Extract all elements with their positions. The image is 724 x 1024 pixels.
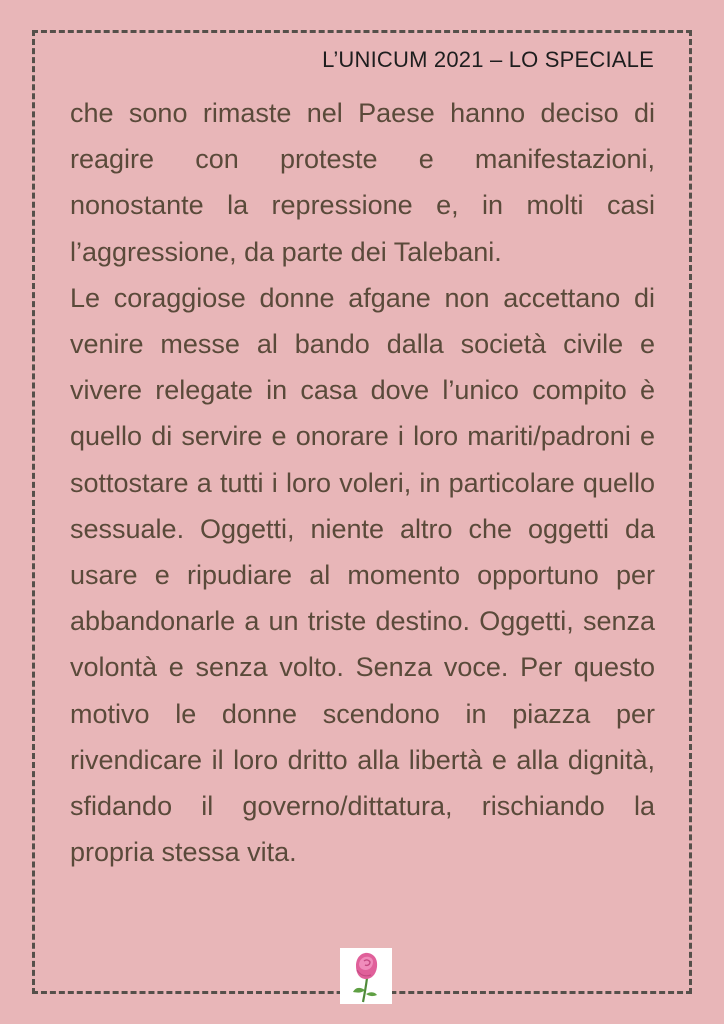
pink-rose-icon bbox=[340, 948, 392, 1004]
article-paragraph-2: Le coraggiose donne afgane non accettano di venire messe al bando dalla società civile e vivere relegate in casa dove l’unico compito è quello di servire e onorare i loro mariti/padroni e sottostare a tutti i loro voleri, in particolare quello sessuale. Oggetti, niente altro che oggetti da usare e ripudiare al momento opportuno per abbandonarle a un triste destino. Oggetti, senza volontà e senza volto. Senza voce. Per questo motivo le donne scendono in piazza per rivendicare il loro dritto alla libertà e alla dignità, sfidando il governo/dittatura, rischiando la propria stessa vita. bbox=[70, 282, 655, 868]
article-body bbox=[70, 90, 655, 875]
page-header-title: L’UNICUM 2021 – LO SPECIALE bbox=[322, 47, 654, 72]
article-paragraph-1: che sono rimaste nel Paese hanno deciso di reagire con proteste e manifestazioni, nonostante la repressione e, in molti casi l’aggressione, da parte dei Talebani. bbox=[70, 98, 655, 267]
